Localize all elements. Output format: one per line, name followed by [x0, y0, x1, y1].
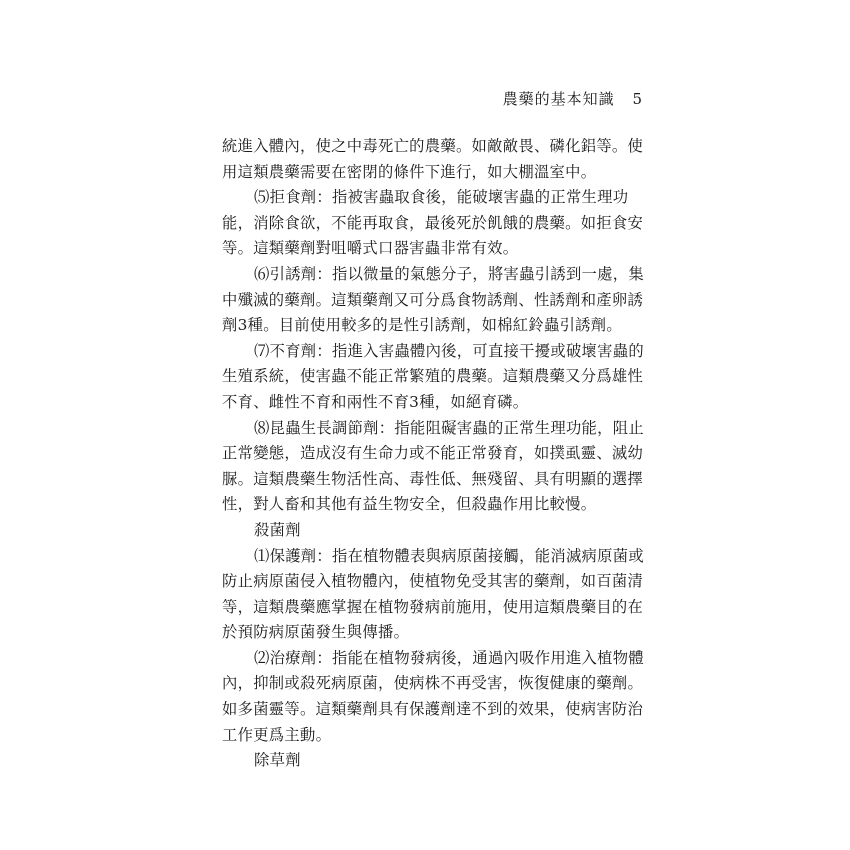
text-line: 能，消除食欲，不能再取食，最後死於飢餓的農藥。如拒食安: [222, 213, 644, 232]
text-line: 劑3種。目前使用較多的是性引誘劑，如棉紅鈴蟲引誘劑。: [222, 316, 622, 335]
text-line: ⑴保護劑：指在植物體表與病原菌接觸，能消滅病原菌或: [254, 546, 644, 565]
running-head: [503, 88, 643, 109]
page-number: 5: [632, 90, 643, 108]
text-line: 等，這類農藥應掌握在植物發病前施用，使用這類農藥目的在: [222, 597, 644, 616]
text-line: 如多菌靈等。這類藥劑具有保護劑達不到的效果，使病害防治: [222, 700, 644, 719]
text-line: 工作更爲主動。: [222, 725, 332, 744]
text-line: 性，對人畜和其他有益生物安全，但殺蟲作用比較慢。: [222, 495, 597, 514]
text-line: 等。這類藥劑對咀嚼式口器害蟲非常有效。: [222, 239, 519, 258]
text-line: 生殖系統，使害蟲不能正常繁殖的農藥。這類農藥又分爲雄性: [222, 367, 644, 386]
text-line: 內，抑制或殺死病原菌，使病株不再受害，恢復健康的藥劑。: [222, 674, 644, 693]
text-line: 防止病原菌侵入植物體內，使植物免受其害的藥劑，如百菌清: [222, 572, 644, 591]
text-line: 除草劑: [254, 751, 301, 770]
text-line: ⑸拒食劑：指被害蟲取食後，能破壞害蟲的正常生理功: [254, 188, 629, 207]
text-line: 不育、雌性不育和兩性不育3種，如絕育磷。: [222, 392, 529, 411]
text-line: ⑺不育劑：指進入害蟲體內後，可直接干擾或破壞害蟲的: [254, 341, 644, 360]
text-line: ⑵治療劑：指能在植物發病後，通過內吸作用進入植物體: [254, 648, 644, 667]
text-line: ⑹引誘劑：指以微量的氣態分子，將害蟲引誘到一處，集: [254, 264, 644, 283]
text-line: 中殲滅的藥劑。這類藥劑又可分爲食物誘劑、性誘劑和產卵誘: [222, 290, 644, 309]
text-line: 脲。這類農藥生物活性高、毒性低、無殘留、具有明顯的選擇: [222, 469, 644, 488]
text-line: 用這類農藥需要在密閉的條件下進行，如大棚溫室中。: [222, 162, 597, 181]
text-line: 殺菌劑: [254, 520, 301, 539]
text-line: 正常變態，造成沒有生命力或不能正常發育，如撲虱靈、滅幼: [222, 444, 644, 463]
text-line: 於預防病原菌發生與傳播。: [222, 623, 410, 642]
running-head-title: 農藥的基本知識: [502, 90, 615, 108]
text-line: 統進入體內，使之中毒死亡的農藥。如敵敵畏、磷化鋁等。使: [222, 137, 644, 155]
body-text: [222, 134, 652, 774]
text-line: ⑻昆蟲生長調節劑：指能阻礙害蟲的正常生理功能，阻止: [254, 418, 644, 437]
